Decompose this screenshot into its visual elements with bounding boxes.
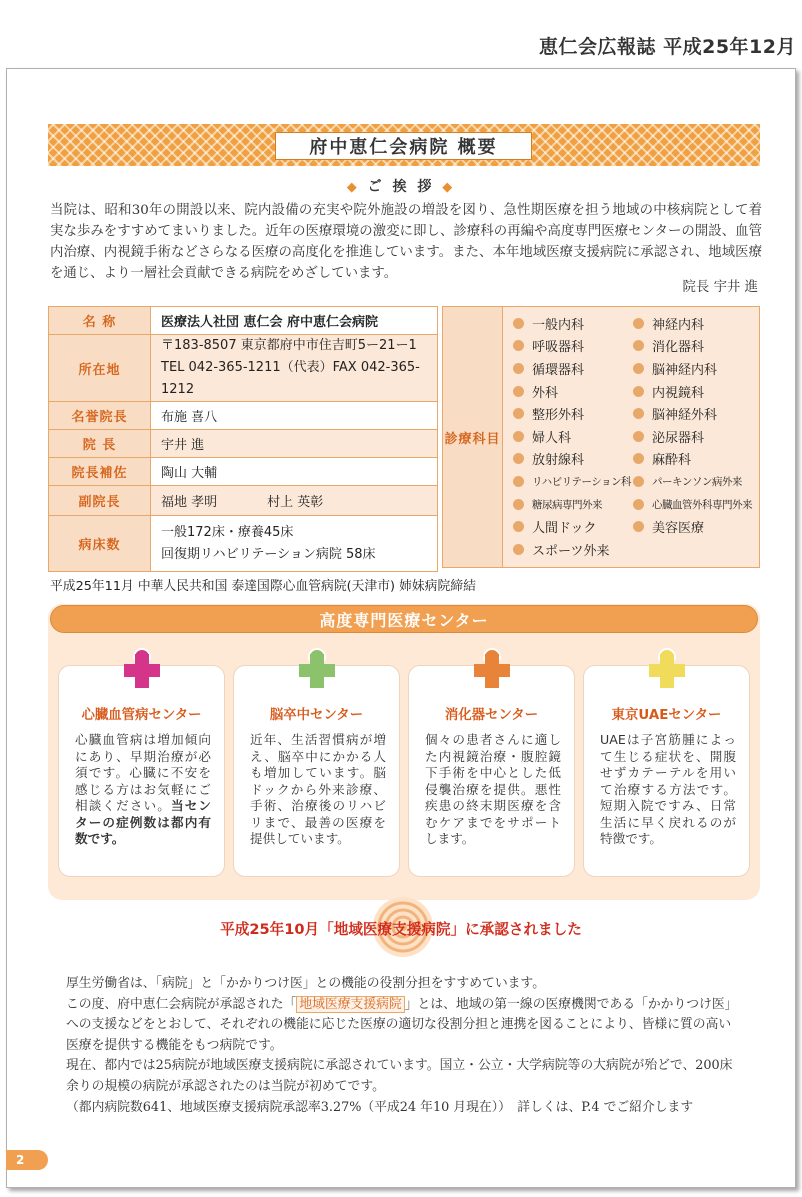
greeting-heading-text: ご 挨 拶: [367, 179, 435, 195]
center-body: [75, 732, 211, 848]
center-card-stroke: [233, 665, 400, 877]
beds-line-1: 一般172床・療養45床: [161, 524, 294, 540]
bullet-dot-icon: [513, 431, 524, 442]
center-card-cardio: [58, 665, 225, 877]
department-name: 糖尿病専門外来: [532, 498, 602, 511]
table-row: [49, 516, 438, 572]
department-item: [633, 357, 759, 380]
highlighted-term: 地域医療支援病院: [296, 996, 404, 1013]
signature: 院長 宇井 進: [682, 280, 758, 295]
bullet-dot-icon: [633, 386, 644, 397]
medical-cross-icon: [649, 648, 685, 688]
department-name: 内視鏡科: [652, 385, 705, 401]
department-name: 呼吸器科: [532, 340, 585, 356]
bullet-dot-icon: [633, 363, 644, 374]
bullet-dot-icon: [633, 499, 644, 510]
name-value-text: 医療法人社団 恵仁会 府中恵仁会病院: [161, 315, 379, 330]
greeting-body: 当院は、昭和30年の開設以来、院内設備の充実や院外施設の増設を図り、急性期医療を担う地域の中核病院として着実な歩みをすすめてまいりました。近年の医療環境の激変に即し、診療科の再編や高度専門医療センターの開設、血管内治療、内視鏡手術などさらなる医療の高度化を推進しています。また、本年地域医療支援病院に承認され、地域医療を通じ、より一層社会貢献できる病院をめざしています。: [50, 203, 762, 281]
department-item: [513, 470, 633, 493]
approval-text: 」とは、地域の第一線の医療機関である「かかりつけ医」への支援などをとおして、それぞれの機能に応じた医療の適切な役割分担と連携を図ることにより、皆様に質の高い医療を提供する機能をもつ病院です。: [66, 996, 738, 1053]
beds-label: 病床数: [49, 516, 151, 572]
center-body-text: 個々の患者さんに適した内視鏡治療・腹腔鏡下手術を中心とした低侵襲治療を提供。悪性疾患の終末期医療を含むケアまでをサポートします。: [425, 732, 561, 846]
vice-value-2: 村上 英彰: [267, 495, 324, 510]
bullet-dot-icon: [633, 521, 644, 532]
bullet-dot-icon: [513, 386, 524, 397]
department-name: 人間ドック: [532, 521, 597, 537]
center-title: 心臓血管病センター: [81, 708, 202, 723]
department-item: [633, 402, 759, 425]
department-name: 脳神経内科: [652, 362, 718, 378]
department-name: スポーツ外来: [532, 543, 610, 559]
approval-title: 平成25年10月「地域医療支援病院」に承認されました: [220, 921, 582, 938]
approval-paragraph: [66, 995, 738, 1057]
sister-hospital-note: 平成25年11月 中華人民共和国 泰達国際心血管病院(天津市) 姉妹病院締結: [50, 579, 476, 594]
department-name: パーキンソン病外来: [652, 475, 742, 488]
medical-cross-icon: [124, 648, 160, 688]
departments-label: 診療科目: [443, 307, 503, 567]
honorary-value: 布施 喜八: [151, 402, 438, 430]
bullet-dot-icon: [513, 363, 524, 374]
assistant-value: 陶山 大輔: [151, 458, 438, 486]
department-name: 消化器科: [652, 340, 705, 356]
department-item: [633, 425, 759, 448]
department-name: 循環器科: [532, 362, 585, 378]
diamond-icon: ◆: [442, 180, 456, 195]
department-name: 放射線科: [532, 453, 585, 469]
bullet-dot-icon: [513, 521, 524, 532]
center-body-text: 心臓血管病は増加傾向にあり、早期治療が必須です。心臓に不安を感じる方はお気軽にご相談ください。: [75, 732, 211, 813]
greeting-heading: [0, 176, 802, 196]
page-number: 2: [6, 1150, 48, 1170]
bullet-dot-icon: [633, 476, 644, 487]
beds-value: [151, 516, 438, 572]
page-title: 府中恵仁会病院 概要: [275, 132, 532, 160]
department-item: [513, 425, 633, 448]
approval-paragraph: （都内病院数641、地域医療支援病院承認率3.27%（平成24 年10 月現在）） 詳しくは、P.4 でご紹介します: [66, 1099, 694, 1115]
center-body-bold: 当センターの症例数は都内有数です。: [75, 798, 212, 846]
bullet-dot-icon: [513, 453, 524, 464]
department-item: [513, 380, 633, 403]
bullet-dot-icon: [513, 476, 524, 487]
director-value: 宇井 進: [151, 430, 438, 458]
department-item: [513, 515, 633, 538]
departments-box: [442, 306, 760, 568]
department-item: [633, 380, 759, 403]
department-name: 外科: [532, 385, 559, 401]
bullet-dot-icon: [633, 340, 644, 351]
vice-value: [151, 486, 438, 516]
center-title: 東京UAEセンター: [611, 708, 722, 723]
department-item: [513, 538, 633, 561]
center-body-text: UAEは子宮筋腫によって生じる症状を、開腹せずカテーテルを用いて治療する方法です。短期入院ですみ、日常生活に早く戻れるのが特徴です。: [600, 732, 736, 846]
approval-text: この度、府中恵仁会病院が承認された「: [66, 996, 297, 1012]
center-title: 消化器センター: [444, 708, 539, 723]
department-item: [633, 470, 759, 493]
department-item: [633, 493, 759, 516]
department-item: [633, 515, 759, 538]
approval-paragraph: 厚生労働省は、「病院」と「かかりつけ医」との機能の役割分担をすすめています。: [66, 976, 545, 991]
centers-header: 高度専門医療センター: [50, 605, 758, 633]
beds-line-2: 回復期リハビリテーション病院 58床: [161, 546, 376, 562]
assistant-label: 院長補佐: [49, 458, 151, 486]
department-item: [633, 335, 759, 358]
department-name: 神経内科: [652, 317, 705, 333]
department-item: [513, 402, 633, 425]
department-item: [513, 335, 633, 358]
department-name: 整形外科: [532, 408, 585, 424]
department-name: 麻酔科: [652, 453, 692, 469]
center-title: 脳卒中センター: [269, 708, 364, 723]
center-body-text: 近年、生活習慣病が増え、脳卒中にかかる人も増加しています。脳ドックから外来診療、手術、治療後のリハビリまで、最善の医療を提供しています。: [250, 732, 386, 846]
department-item: [633, 312, 759, 335]
department-name: 美容医療: [652, 521, 705, 537]
department-item: [513, 448, 633, 471]
department-name: 婦人科: [532, 430, 572, 446]
center-card-uae: [583, 665, 750, 877]
honorary-label: 名誉院長: [49, 402, 151, 430]
bullet-dot-icon: [633, 453, 644, 464]
vice-value-1: 福地 孝明: [161, 495, 218, 510]
center-card-digestive: [408, 665, 575, 877]
department-item: [513, 493, 633, 516]
medical-cross-icon: [474, 648, 510, 688]
center-body: [425, 732, 561, 848]
director-label: 院 長: [49, 430, 151, 458]
departments-list: [503, 307, 759, 567]
masthead: 恵仁会広報誌 平成25年12月: [539, 36, 796, 58]
bullet-dot-icon: [513, 318, 524, 329]
bullet-dot-icon: [633, 318, 644, 329]
table-row: [49, 458, 438, 486]
phone-line: TEL 042-365-1211（代表）FAX 042-365-1212: [161, 360, 420, 397]
vice-label: 副院長: [49, 486, 151, 516]
bullet-dot-icon: [633, 408, 644, 419]
hospital-info-table: [48, 306, 438, 572]
department-name: 泌尿器科: [652, 430, 705, 446]
table-row: [49, 486, 438, 516]
table-row: [49, 430, 438, 458]
bullet-dot-icon: [513, 499, 524, 510]
diamond-icon: ◆: [346, 180, 360, 195]
name-value: [151, 307, 438, 335]
center-body: [250, 732, 386, 848]
bullet-dot-icon: [513, 544, 524, 555]
address-label: 所在地: [49, 335, 151, 402]
department-name: 心臓血管外科専門外来: [652, 498, 752, 511]
department-item: [513, 357, 633, 380]
department-name: 脳神経外科: [652, 408, 718, 424]
table-row: [49, 307, 438, 335]
bullet-dot-icon: [513, 340, 524, 351]
department-item: [633, 448, 759, 471]
center-body: [600, 732, 736, 848]
table-row: [49, 402, 438, 430]
table-row: [49, 335, 438, 402]
department-name: 一般内科: [532, 317, 585, 333]
department-item: [513, 312, 633, 335]
approval-body: [66, 974, 738, 1118]
bullet-dot-icon: [513, 408, 524, 419]
address-value: [151, 335, 438, 402]
address-line: 〒183-8507 東京都府中市住吉町5ー21ー1: [161, 338, 417, 353]
name-label: 名 称: [49, 307, 151, 335]
bullet-dot-icon: [633, 431, 644, 442]
department-name: リハビリテーション科: [532, 475, 632, 488]
medical-cross-icon: [299, 648, 335, 688]
approval-paragraph: 現在、都内では25病院が地域医療支援病院に承認されています。国立・公立・大学病院等の大病院が殆どで、200床余りの規模の病院が承認されたのは当院が初めてです。: [66, 1058, 733, 1094]
